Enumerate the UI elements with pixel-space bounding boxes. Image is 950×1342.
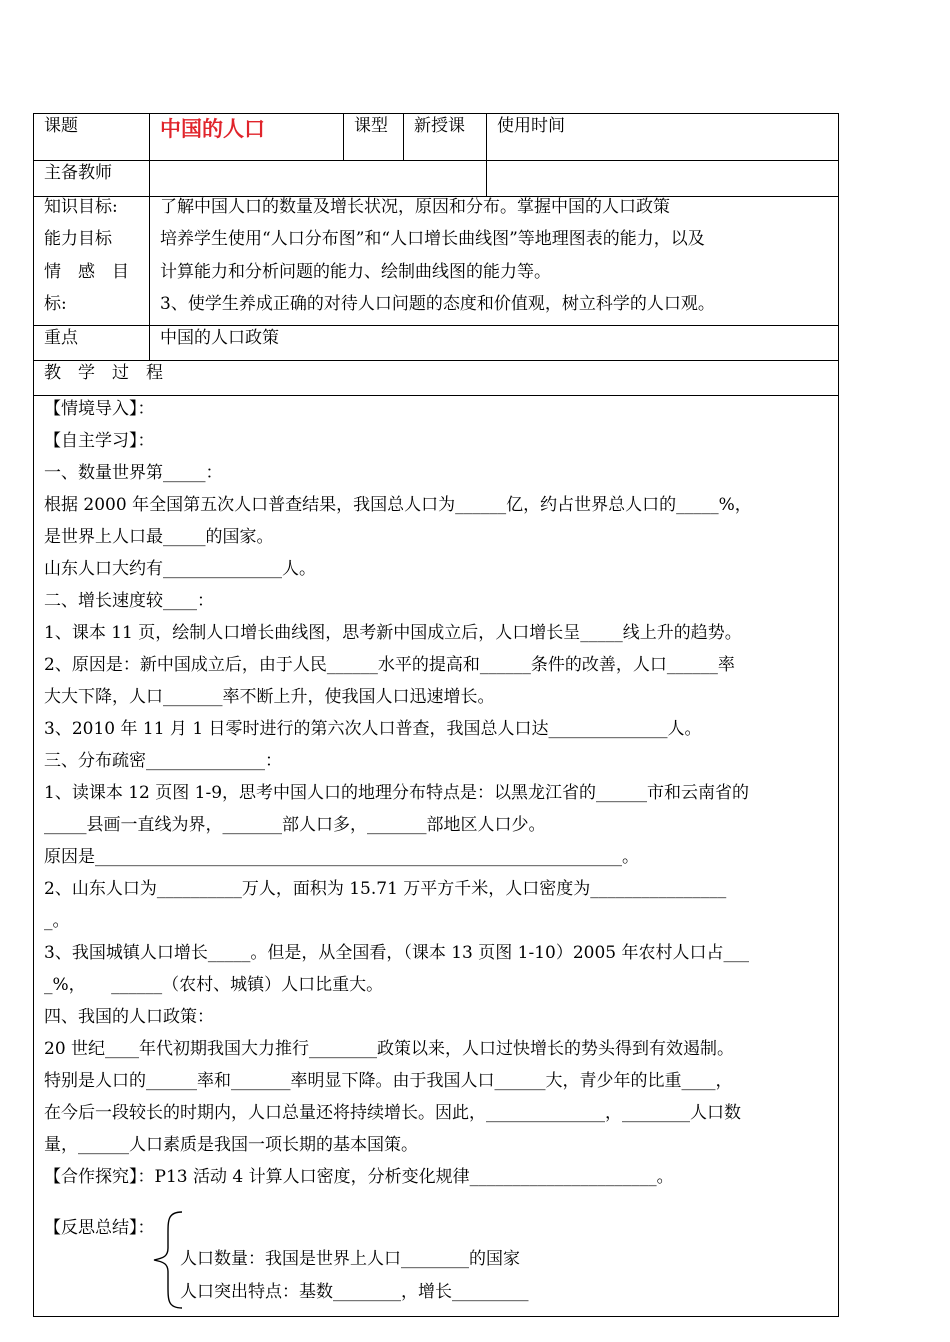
objective-line-2: 培养学生使用“人口分布图”和“人口增长曲线图”等地理图表的能力，以及 bbox=[160, 229, 705, 249]
lesson-type-label: 课型 bbox=[354, 116, 388, 136]
objective-line-4: 3、使学生养成正确的对待人口问题的态度和价值观，树立科学的人口观。 bbox=[160, 294, 715, 314]
lead-teacher-label: 主备教师 bbox=[44, 163, 112, 183]
body-line: 【情境导入】： bbox=[44, 399, 155, 419]
emotion-goal-label-2: 标: bbox=[44, 294, 67, 314]
focus-value: 中国的人口政策 bbox=[160, 328, 279, 348]
body-line: 一、数量世界第_____： bbox=[44, 463, 223, 483]
body-line: 【自主学习】： bbox=[44, 431, 155, 451]
body-line: _。 bbox=[44, 911, 70, 931]
knowledge-goal-label: 知识目标: bbox=[44, 197, 118, 217]
body-line: 二、增长速度较____： bbox=[44, 591, 214, 611]
body-line: 根据 2000 年全国第五次人口普查结果，我国总人口为______亿，约占世界总人口的_____%， bbox=[44, 495, 752, 515]
body-line: 1、读课本 12 页图 1-9，思考中国人口的地理分布特点是：以黑龙江省的______市和云南省的 bbox=[44, 783, 750, 803]
lesson-type-value: 新授课 bbox=[414, 116, 465, 136]
table-border-top bbox=[33, 113, 839, 114]
table-line-row5 bbox=[33, 395, 839, 396]
reflection-summary-label: 【反思总结】： bbox=[44, 1218, 155, 1238]
table-col-divider-type bbox=[343, 113, 344, 161]
table-border-left bbox=[33, 113, 34, 1317]
usage-time-label: 使用时间 bbox=[497, 116, 565, 136]
body-line: 3、2010 年 11 月 1 日零时进行的第六次人口普查，我国总人口达______________人。 bbox=[44, 719, 702, 739]
body-line: _%， ______（农村、城镇）人口比重大。 bbox=[44, 975, 384, 995]
objective-line-1: 了解中国人口的数量及增长状况，原因和分布。掌握中国的人口政策 bbox=[160, 197, 670, 217]
objective-line-3: 计算能力和分析问题的能力、绘制曲线图的能力等。 bbox=[160, 262, 551, 282]
table-col-divider-type-value bbox=[403, 113, 404, 161]
body-line: _____县画一直线为界，_______部人口多，_______部地区人口少。 bbox=[44, 815, 546, 835]
body-line: 在今后一段较长的时期内，人口总量还将持续增长。因此，______________，________人口数 bbox=[44, 1103, 741, 1123]
body-line: 三、分布疏密______________： bbox=[44, 751, 282, 771]
table-border-right bbox=[838, 113, 839, 1317]
ability-goal-label: 能力目标 bbox=[44, 229, 112, 249]
body-line: 山东人口大约有______________人。 bbox=[44, 559, 316, 579]
table-line-row3 bbox=[33, 325, 839, 326]
summary-population-size: 人口数量：我国是世界上人口________的国家 bbox=[180, 1249, 520, 1269]
body-line: 2、山东人口为__________万人，面积为 15.71 万平方千米，人口密度为________________ bbox=[44, 879, 727, 899]
summary-population-feature: 人口突出特点：基数________，增长_________ bbox=[180, 1282, 529, 1302]
body-line: 2、原因是：新中国成立后，由于人民______水平的提高和______条件的改善，人口______率 bbox=[44, 655, 735, 675]
table-col-divider-label bbox=[149, 113, 150, 361]
body-line: 特别是人口的______率和_______率明显下降。由于我国人口______大，青少年的比重____， bbox=[44, 1071, 733, 1091]
table-border-bottom bbox=[33, 1316, 839, 1317]
table-line-row4 bbox=[33, 360, 839, 361]
page-title: 中国的人口 bbox=[160, 117, 265, 141]
body-line: 是世界上人口最_____的国家。 bbox=[44, 527, 274, 547]
body-line: 3、我国城镇人口增长_____。但是，从全国看，（课本 13 页图 1-10）2005 年农村人口占___ bbox=[44, 943, 750, 963]
topic-label: 课题 bbox=[44, 116, 78, 136]
table-line-row1 bbox=[33, 160, 839, 161]
body-line: 原因是______________________________________________________________。 bbox=[44, 847, 639, 867]
focus-label: 重点 bbox=[44, 328, 78, 348]
body-line: 20 世纪____年代初期我国大力推行________政策以来，人口过快增长的势头得到有效遏制。 bbox=[44, 1039, 735, 1059]
body-line: 【合作探究】：P13 活动 4 计算人口密度，分析变化规律______________________。 bbox=[44, 1167, 674, 1187]
teaching-process-title: 教 学 过 程 bbox=[44, 363, 163, 383]
table-col-divider-time bbox=[486, 113, 487, 197]
body-line: 大大下降，人口_______率不断上升，使我国人口迅速增长。 bbox=[44, 687, 495, 707]
body-line: 1、课本 11 页，绘制人口增长曲线图，思考新中国成立后，人口增长呈_____线上升的趋势。 bbox=[44, 623, 742, 643]
body-line: 四、我国的人口政策： bbox=[44, 1007, 214, 1027]
body-line: 量，______人口素质是我国一项长期的基本国策。 bbox=[44, 1135, 418, 1155]
emotion-goal-label-1: 情 感 目 bbox=[44, 262, 129, 282]
